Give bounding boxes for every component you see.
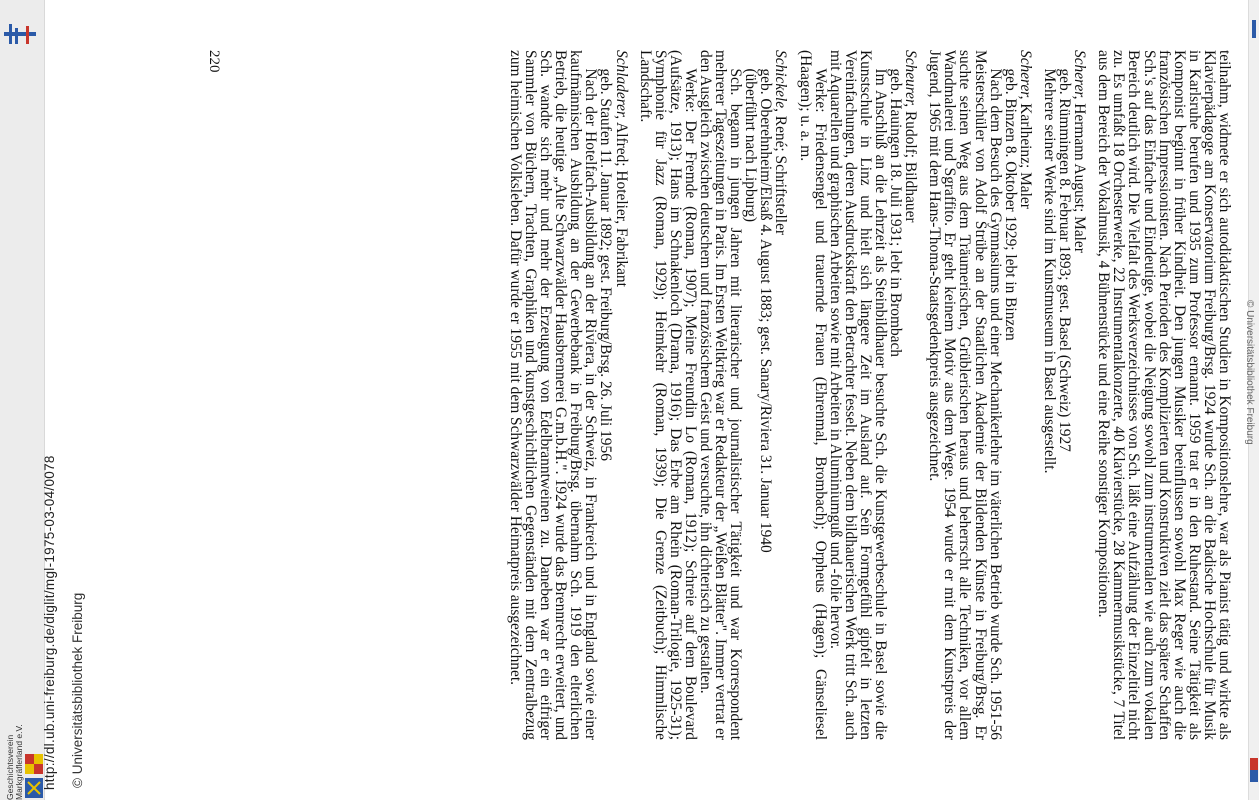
entry <box>508 50 629 740</box>
entry <box>638 50 789 740</box>
entry-paragraph: Sch. begann in jungen Jahren mit literarischer und journalistischer Tätigkeit und war Korrespondent mehrerer Tageszeitungen in Paris. Im Ersten Weltkrieg war er Redakteur der „Weißen Blätter". Immer vertrat er den Ausgleich zwischen deutschem und französischem Geist und versuchte, ihn dichterisch zu gestalten. <box>697 50 745 740</box>
entry-dates: geb. Binzen 8. Oktober 1929; lebt in Binzen <box>1001 68 1019 341</box>
page-text <box>508 50 1232 740</box>
society-name: Geschichtsverein Markgräflerland e.V. <box>5 724 24 800</box>
scanned-page <box>52 0 1232 800</box>
entry <box>927 50 1033 740</box>
entry-heading: Scherer, Hermann August; Maler <box>1071 50 1089 253</box>
entry-heading: Scherer, Karlheinz; Maler <box>1016 50 1034 209</box>
entry <box>1042 50 1087 740</box>
right-watermark-fragment: © Universitätsbibliothek Freiburg <box>1244 300 1255 445</box>
watermark-url[interactable]: http://dl.ub.uni-freiburg.de/diglit/mgl-1975-03-04/0078 <box>42 455 57 790</box>
entry-works: Werke: Friedensengel und trauernde Frauen (Ehrenmal, Brombach); Orpheus (Hagen); Gänseliesel (Haagen); u. a. m. <box>796 50 829 740</box>
entry-dates: geb. Hauingen 18. Juli 1931; lebt in Brombach <box>887 68 905 357</box>
entry-dates: geb. Oberehnheim/Elsaß 4. August 1883; gest. Sanary/Riviera 31. Januar 1940 <box>757 68 775 553</box>
entry-paragraph: Nach der Hotelfach-Ausbildung an der Riviera, in der Schweiz, in Frankreich und in England sowie einer kaufmännischen Ausbildung an der Gewerbebank in Freiburg/Brsg. übernahm Sch. 1919 den elterlichen Betrieb, die heutige „Alte Schwarzwälder Hausbrennerei G.m.b.H.". 1924 wurde das Brennrecht erweitert, und Sch. wandte sich mehr und mehr der Erzeugung von Edelbranntweinen zu. Daneben war er ein eifriger Sammler von Büchern, Trachten, Graphiken und kunstgeschichtlichen Gegenständen mit dem Zentralbezug zum heimischen Volksleben. Dafür wurde er 1955 mit dem Schwarzwälder Heimatpreis ausgezeichnet. <box>506 50 600 740</box>
page-number: 220 <box>206 50 222 73</box>
entry-paragraph: Mehrere seiner Werke sind im Kunstmuseum in Basel ausgestellt. <box>1040 68 1058 474</box>
entry-paragraph: Nach dem Besuch des Gymnasiums und einer Mechanikerlehre im väterlichen Betrieb wurde Sch. 1951-56 Meisterschüler von Adolf Strübe an der Staatlichen Akademie der Bildenden Künste in Freiburg/Brsg. Er suchte seinen Weg aus dem Träumerischen, Grüblerischen heraus und beherrscht alle Techniken, vor allem Wandmalerei und Sgraffito. Er geht keinem Motiv aus dem Wege. 1954 wurde er mit dem Kunstpreis der Jugend, 1965 mit dem Hans-Thoma-Staatsgedenkpreis ausgezeichnet. <box>926 50 1004 740</box>
library-logo-icon <box>0 20 40 50</box>
entry-dates: geb. Rümmingen 8. Februar 1893; gest. Basel (Schweiz) 1927 <box>1056 68 1074 452</box>
entry-paragraph: Im Anschluß an die Lehrzeit als Steinbildhauer besuchte Sch. die Kunstgewerbeschule in Basel sowie die Kunstschule in Linz und hielt sich längere Zeit im Ausland auf. Sein Formgefühl gipfelt in letzten Vereinfachungen, deren Ausdruckskraft den Betrachter fesselt. Neben dem bildhauerischen Werk tritt Sch. auch mit Aquarellen und graphischen Arbeiten sowie mit Arbeiten in Aluminiumguß und -folie hervor. <box>826 50 890 740</box>
entry-dates-note: (überführt nach Lipburg) <box>742 68 760 223</box>
entry-dates: geb. Staufen 11. Januar 1892; gest. Freiburg/Brsg. 26. Juli 1956 <box>597 68 615 461</box>
opening-paragraph: teilnahm, widmete er sich autodidaktischen Studien in Kompositionslehre, war als Pianist tätig und wirkte als Klavierpädagoge am Konservatorium Freiburg/Brsg. 1924 wurde Sch. an die Badische Hochschule für Musik in Karlsruhe berufen und 1935 zum Professor ernannt. 1959 trat er in den Ruhestand. Seine Tätigkeit als Komponist beginnt in früher Kindheit. Den jungen Musiker beeinflussen sowohl Max Reger wie auch die französischen Impressionisten. Nach Perioden des Komplizierten und Konstruktiven zielt das spätere Schaffen Sch.'s auf das Einfache und Eindeutige, wobei die Neigung sowohl zum instrumentalen wie auch zum vokalen Bereich deutlich wird. Die Vielfalt des Werksverzeichnisses von Sch. läßt eine Aufzählung der Einzeltitel nicht zu. Es umfaßt 18 Orchesterwerke, 22 Instrumentalkonzerte, 40 Klavierstücke, 28 Kammermusikstücke, 7 Titel aus dem Bereich der Vokalmusik, 4 Bühnenstücke und eine Reihe sonstiger Kompositionen. <box>1095 50 1233 740</box>
entry-heading: Schickele, René; Schriftsteller <box>772 50 790 236</box>
coat-of-arms-icon <box>24 752 44 800</box>
entry-heading: Schladerer, Alfred; Hotelier, Fabrikant <box>612 50 630 287</box>
watermark-copyright: © Universitätsbibliothek Freiburg <box>70 592 85 788</box>
entry <box>797 50 918 740</box>
entry-heading: Scheurer, Rudolf; Bildhauer <box>902 50 920 223</box>
entry-works: Werke: Der Fremde (Roman, 1907); Meine Freundin Lo (Roman, 1912); Schreie auf dem Boulevard (Aufsätze, 1913); Hans im Schnakenloch (Drama, 1916); Das Erbe am Rhein (Roman-Trilogie, 1925-31); Symphonie für Jazz (Roman, 1929); Heimkehr (Roman, 1939); Die Grenze (Zeitbuch); Himmlische Landschaft. <box>636 50 699 740</box>
